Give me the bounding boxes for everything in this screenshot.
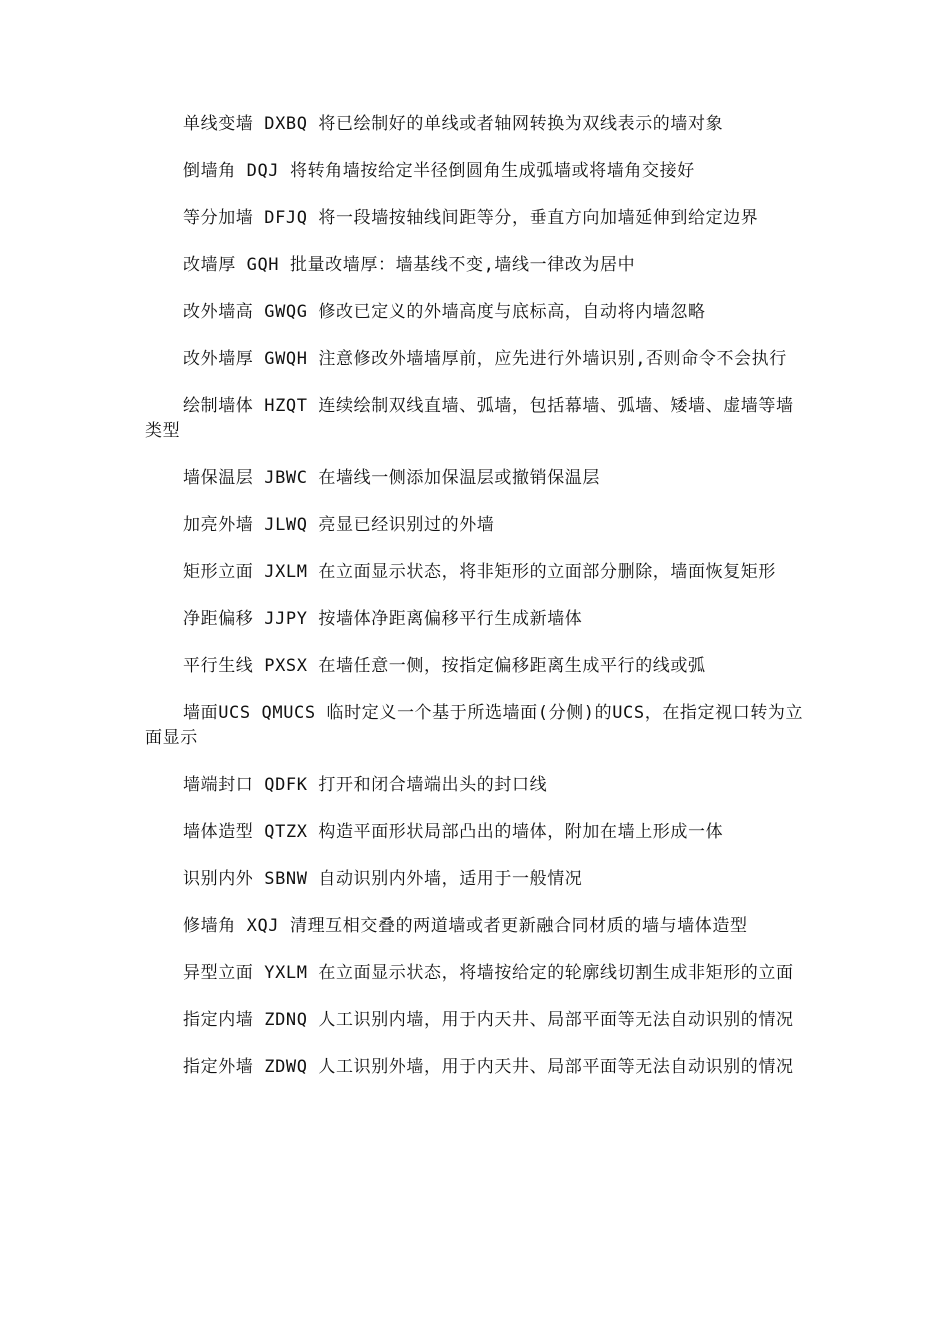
command-entry-gqh: 改墙厚 GQH 批量改墙厚：墙基线不变,墙线一律改为居中 bbox=[183, 255, 636, 275]
command-list bbox=[145, 112, 805, 1102]
command-entry-jbwc: 墙保温层 JBWC 在墙线一侧添加保温层或撤销保温层 bbox=[183, 468, 601, 488]
command-entry-zdnq: 指定内墙 ZDNQ 人工识别内墙，用于内天井、局部平面等无法自动识别的情况 bbox=[183, 1010, 794, 1030]
command-entry-zdwq: 指定外墙 ZDWQ 人工识别外墙，用于内天井、局部平面等无法自动识别的情况 bbox=[183, 1057, 794, 1077]
command-entry-dxbq: 单线变墙 DXBQ 将已绘制好的单线或者轴网转换为双线表示的墙对象 bbox=[183, 114, 724, 134]
command-entry-pxsx: 平行生线 PXSX 在墙任意一侧，按指定偏移距离生成平行的线或弧 bbox=[183, 656, 706, 676]
command-entry-qdfk: 墙端封口 QDFK 打开和闭合墙端出头的封口线 bbox=[183, 775, 548, 795]
command-entry-dfjq: 等分加墙 DFJQ 将一段墙按轴线间距等分，垂直方向加墙延伸到给定边界 bbox=[183, 208, 759, 228]
command-entry-jxlm: 矩形立面 JXLM 在立面显示状态，将非矩形的立面部分删除，墙面恢复矩形 bbox=[183, 562, 777, 582]
command-entry-dqj: 倒墙角 DQJ 将转角墙按给定半径倒圆角生成弧墙或将墙角交接好 bbox=[183, 161, 695, 181]
command-entry-qmucs: 墙面UCS QMUCS 临时定义一个基于所选墙面(分侧)的UCS，在指定视口转为立面显示 bbox=[145, 703, 804, 748]
command-entry-gwqh: 改外墙厚 GWQH 注意修改外墙墙厚前，应先进行外墙识别,否则命令不会执行 bbox=[183, 349, 787, 369]
command-entry-jlwq: 加亮外墙 JLWQ 亮显已经识别过的外墙 bbox=[183, 515, 495, 535]
command-entry-xqj: 修墙角 XQJ 清理互相交叠的两道墙或者更新融合同材质的墙与墙体造型 bbox=[183, 916, 748, 936]
command-entry-hzqt: 绘制墙体 HZQT 连续绘制双线直墙、弧墙，包括幕墙、弧墙、矮墙、虚墙等墙类型 bbox=[145, 396, 794, 441]
command-entry-sbnw: 识别内外 SBNW 自动识别内外墙，适用于一般情况 bbox=[183, 869, 583, 889]
command-entry-qtzx: 墙体造型 QTZX 构造平面形状局部凸出的墙体，附加在墙上形成一体 bbox=[183, 822, 724, 842]
command-entry-gwqg: 改外墙高 GWQG 修改已定义的外墙高度与底标高，自动将内墙忽略 bbox=[183, 302, 706, 322]
command-entry-jjpy: 净距偏移 JJPY 按墙体净距离偏移平行生成新墙体 bbox=[183, 609, 583, 629]
command-entry-yxlm: 异型立面 YXLM 在立面显示状态，将墙按给定的轮廓线切割生成非矩形的立面 bbox=[183, 963, 794, 983]
